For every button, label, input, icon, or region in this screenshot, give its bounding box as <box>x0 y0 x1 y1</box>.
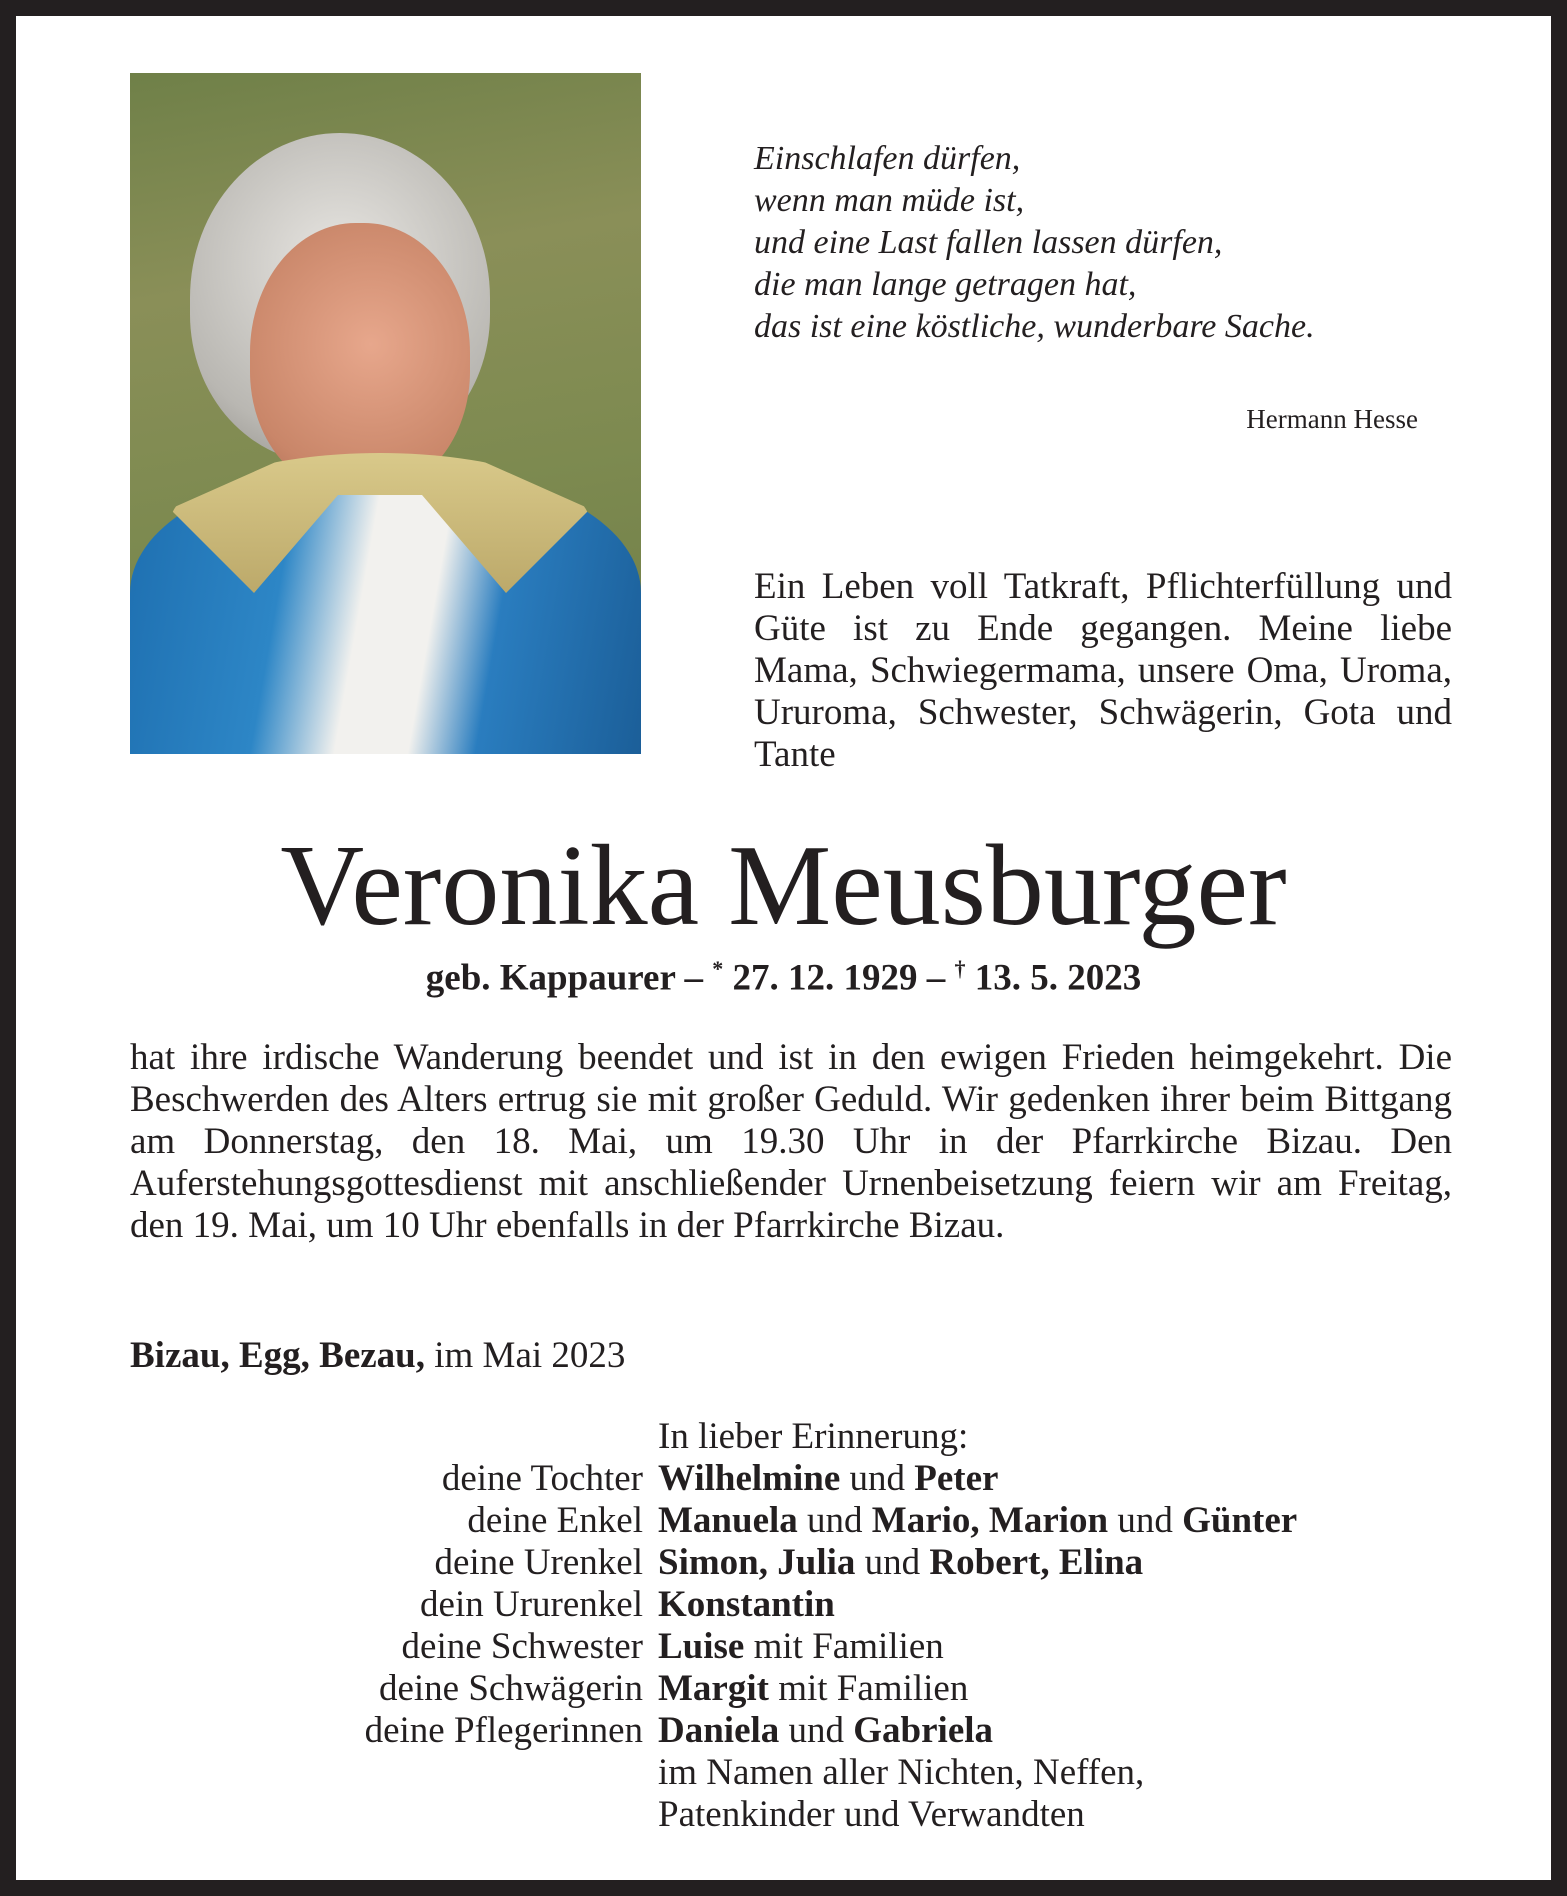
poem-line: Einschlafen dürfen, <box>754 140 1021 177</box>
body-text: hat ihre irdische Wanderung beendet und ist in den ewigen Frieden heimgekehrt. Die Beschwerden des Alters ertrug sie mit großer Geduld. Wir gedenken ihrer beim Bittgang am Donnerstag, den 18. Mai, um 19.30 Uhr in der Pfarrkirche Bizau. Den Auferstehungsgottesdienst mit anschließender Urnenbeisetzung feiern wir am Freitag, den 19. Mai, um 10 Uhr ebenfalls in der Pfarrkirche Bizau. <box>130 1037 1452 1246</box>
mourner-names: Manuela und Mario, Marion und Günter <box>658 1500 1298 1541</box>
relation-label: deine Enkel <box>467 1500 643 1541</box>
relation-label: deine Schwester <box>401 1626 643 1667</box>
closing-line: Patenkinder und Verwandten <box>658 1794 1085 1835</box>
mourner-names: Wilhelmine und Peter <box>658 1458 999 1499</box>
mourner-row <box>16 1542 1551 1584</box>
mourner-row <box>16 1500 1551 1542</box>
obituary-page <box>16 16 1551 1880</box>
relation-label: deine Pflegerinnen <box>364 1710 643 1751</box>
mourner-names: Simon, Julia und Robert, Elina <box>658 1542 1144 1583</box>
mourner-row <box>16 1626 1551 1668</box>
mourner-row <box>16 1668 1551 1710</box>
mourner-names: Luise mit Familien <box>658 1626 944 1667</box>
portrait-photo <box>130 73 641 754</box>
life-dates: geb. Kappaurer – * 27. 12. 1929 – † 13. 5. 2023 <box>425 956 1142 999</box>
relation-label: deine Urenkel <box>434 1542 643 1583</box>
mourners-heading: In lieber Erinnerung: <box>658 1416 969 1457</box>
poem-line: wenn man müde ist, <box>754 182 1025 219</box>
relation-label: dein Ururenkel <box>420 1584 643 1625</box>
poem-author: Hermann Hesse <box>1246 404 1418 434</box>
mourner-names: Margit mit Familien <box>658 1668 969 1709</box>
poem <box>754 138 1315 348</box>
mourners-list <box>16 1416 1551 1836</box>
mourner-names: Daniela und Gabriela <box>658 1710 994 1751</box>
intro-text: Ein Leben voll Tatkraft, Pflichterfüllung und Güte ist zu Ende gegangen. Meine liebe Mama, Schwiegermama, unsere Oma, Uroma, Ururoma, Schwester, Schwägerin, Gota und Tante <box>754 566 1452 775</box>
closing-line: im Namen aller Nichten, Neffen, <box>658 1752 1145 1793</box>
mourner-row <box>16 1584 1551 1626</box>
place-date: Bizau, Egg, Bezau, im Mai 2023 <box>130 1335 626 1376</box>
poem-line: das ist eine köstliche, wunderbare Sache. <box>754 308 1315 345</box>
mourner-names: Konstantin <box>658 1584 835 1625</box>
relation-label: deine Tochter <box>441 1458 643 1499</box>
mourner-row <box>16 1458 1551 1500</box>
poem-line: die man lange getragen hat, <box>754 266 1137 303</box>
deceased-name: Veronika Meusburger <box>280 822 1287 950</box>
poem-line: und eine Last fallen lassen dürfen, <box>754 224 1223 261</box>
relation-label: deine Schwägerin <box>378 1668 643 1709</box>
mourner-row <box>16 1710 1551 1752</box>
